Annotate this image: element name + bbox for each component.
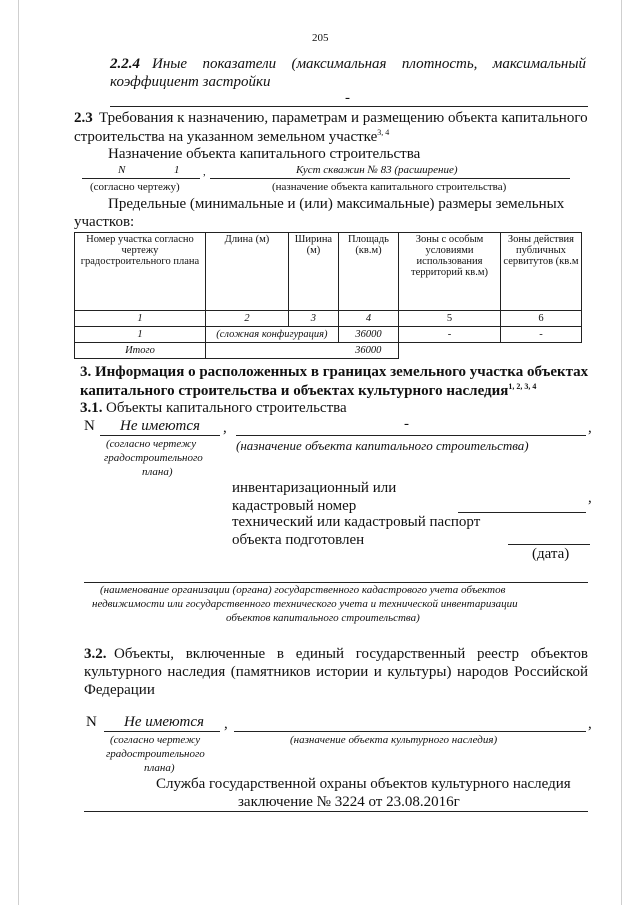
s32-caption-left-3: плана) bbox=[144, 762, 175, 774]
s31-date-caption: (дата) bbox=[532, 546, 570, 562]
s224-underline bbox=[110, 106, 588, 107]
table-cell bbox=[399, 343, 582, 359]
s31-passport-line2: объекта подготовлен bbox=[232, 532, 365, 548]
s224-line2: коэффициент застройки bbox=[110, 74, 271, 90]
s23-caption-left: (согласно чертежу) bbox=[90, 181, 180, 193]
table-total-row bbox=[75, 343, 582, 359]
table-cell: Итого bbox=[75, 343, 206, 359]
s31-purpose-underline bbox=[236, 435, 586, 436]
table-cell: 2 bbox=[205, 311, 288, 327]
header-cell: Ширина (м) bbox=[289, 233, 339, 311]
s23-n-value: 1 bbox=[174, 164, 180, 176]
s23-caption-right: (назначение объекта капитального строительства) bbox=[272, 181, 507, 193]
table-cell: 36000 bbox=[338, 327, 398, 343]
table-cell bbox=[205, 343, 338, 359]
s23-purpose-value: Куст скважин № 83 (расширение) bbox=[296, 164, 458, 176]
table-cell: 36000 bbox=[338, 343, 398, 359]
s23-n-underline bbox=[82, 178, 200, 179]
s31-number: 3.1. bbox=[80, 400, 103, 416]
right-scan-edge bbox=[621, 0, 622, 905]
s31-caption-right: (назначение объекта капитального строительства) bbox=[236, 438, 529, 453]
s3-line1: 3. Информация о расположенных в границах земельного участка объектах bbox=[80, 364, 589, 380]
header-cell: Номер участка согласно чертежу градостроительного плана bbox=[75, 233, 206, 311]
s32-comma-end: , bbox=[588, 716, 592, 732]
page-number: 205 bbox=[312, 32, 329, 44]
s32-conclusion-line: заключение № 3224 от 23.08.2016г bbox=[238, 794, 460, 810]
s32-line2: культурного наследия (памятников истории и культуры) народов Российской bbox=[84, 664, 588, 680]
table-index-row bbox=[75, 311, 582, 327]
s224-value: - bbox=[345, 90, 350, 106]
s31-n-label: N bbox=[84, 418, 95, 434]
table-cell: 6 bbox=[500, 311, 581, 327]
s32-service-line: Служба государственной охраны объектов культурного наследия bbox=[156, 776, 571, 792]
s32-caption-right: (назначение объекта культурного наследия) bbox=[290, 734, 498, 746]
table-cell: 1 bbox=[75, 311, 206, 327]
s31-purpose-value: - bbox=[404, 416, 409, 432]
s31-n-value: Не имеются bbox=[120, 418, 201, 434]
s31-caption-left-1: (согласно чертежу bbox=[106, 438, 197, 450]
table-cell: 3 bbox=[289, 311, 339, 327]
s23-comma: , bbox=[203, 166, 206, 178]
table-cell: (сложная конфигурация) bbox=[205, 327, 338, 343]
left-scan-edge bbox=[18, 0, 19, 905]
s31-title: Объекты капитального строительства bbox=[106, 400, 347, 416]
s224-number: 2.2.4 bbox=[110, 56, 140, 72]
s31-inv-comma: , bbox=[588, 490, 592, 506]
s31-inv-underline bbox=[458, 512, 586, 513]
s31-date-underline bbox=[508, 544, 590, 545]
s32-caption-left-2: градостроительного bbox=[106, 748, 205, 760]
s224-line1: Иные показатели (максимальная плотность, максимальный bbox=[152, 56, 586, 72]
s23-sizes-line2: участков: bbox=[74, 214, 135, 230]
table-row bbox=[75, 327, 582, 343]
table-cell: 4 bbox=[338, 311, 398, 327]
s31-org-underline bbox=[84, 582, 588, 583]
s32-n-value: Не имеются bbox=[124, 714, 205, 730]
s31-n-underline bbox=[100, 435, 220, 436]
s32-n-underline bbox=[104, 731, 220, 732]
land-plot-table bbox=[74, 232, 582, 359]
s31-inv-line1: инвентаризационный или bbox=[232, 480, 397, 496]
s23-sizes-line1: Предельные (минимальные и (или) максимальные) размеры земельных bbox=[108, 196, 565, 212]
s23-line1: Требования к назначению, параметрам и размещению объекта капитального bbox=[99, 110, 588, 126]
s31-comma-end: , bbox=[588, 420, 592, 436]
s31-comma: , bbox=[223, 420, 227, 436]
s32-line1: Объекты, включенные в единый государственный реестр объектов bbox=[114, 646, 588, 662]
s32-line3: Федерации bbox=[84, 682, 155, 698]
header-cell: Зоны с особым условиями использования территорий кв.м) bbox=[399, 233, 501, 311]
s32-caption-left-1: (согласно чертежу bbox=[110, 734, 201, 746]
s23-number: 2.3 bbox=[74, 110, 93, 126]
s32-purpose-underline bbox=[234, 731, 586, 732]
s32-n-label: N bbox=[86, 714, 97, 730]
s23-line2-text: строительства на указанном земельном участке bbox=[74, 129, 378, 145]
table-cell: - bbox=[399, 327, 501, 343]
s31-org-caption-3: объектов капитального строительства) bbox=[226, 612, 420, 624]
s3-footnote: 1, 2, 3, 4 bbox=[508, 382, 537, 391]
s31-org-caption-1: (наименование организации (органа) государственного кадастрового учета объектов bbox=[100, 584, 506, 596]
header-cell: Зоны действия публичных сервитутов (кв.м bbox=[500, 233, 581, 311]
s23-purpose-heading: Назначение объекта капитального строительства bbox=[108, 146, 421, 162]
s31-caption-left-3: плана) bbox=[142, 466, 173, 478]
s31-passport-line1: технический или кадастровый паспорт bbox=[232, 514, 481, 530]
s32-number: 3.2. bbox=[84, 646, 107, 662]
s31-inv-line2: кадастровый номер bbox=[232, 498, 357, 514]
table-cell: - bbox=[500, 327, 581, 343]
header-cell: Длина (м) bbox=[205, 233, 288, 311]
s3-line2-text: капитального строительства и объектах культурного наследия bbox=[80, 383, 509, 399]
table-cell: 5 bbox=[399, 311, 501, 327]
s31-caption-left-2: градостроительного bbox=[104, 452, 203, 464]
table-cell: 1 bbox=[75, 327, 206, 343]
header-cell: Площадь (кв.м) bbox=[338, 233, 398, 311]
s31-org-caption-2: недвижимости или государственного технического учета и технической инвентаризации bbox=[92, 598, 518, 610]
s3-line2 bbox=[80, 382, 536, 400]
s23-n-label: N bbox=[118, 164, 126, 176]
s32-comma: , bbox=[224, 716, 228, 732]
s32-conclusion-underline bbox=[84, 811, 588, 812]
s23-line2 bbox=[74, 128, 389, 146]
s23-footnote: 3, 4 bbox=[377, 128, 390, 137]
s23-purpose-underline bbox=[210, 178, 570, 179]
table-header-row bbox=[75, 233, 582, 311]
